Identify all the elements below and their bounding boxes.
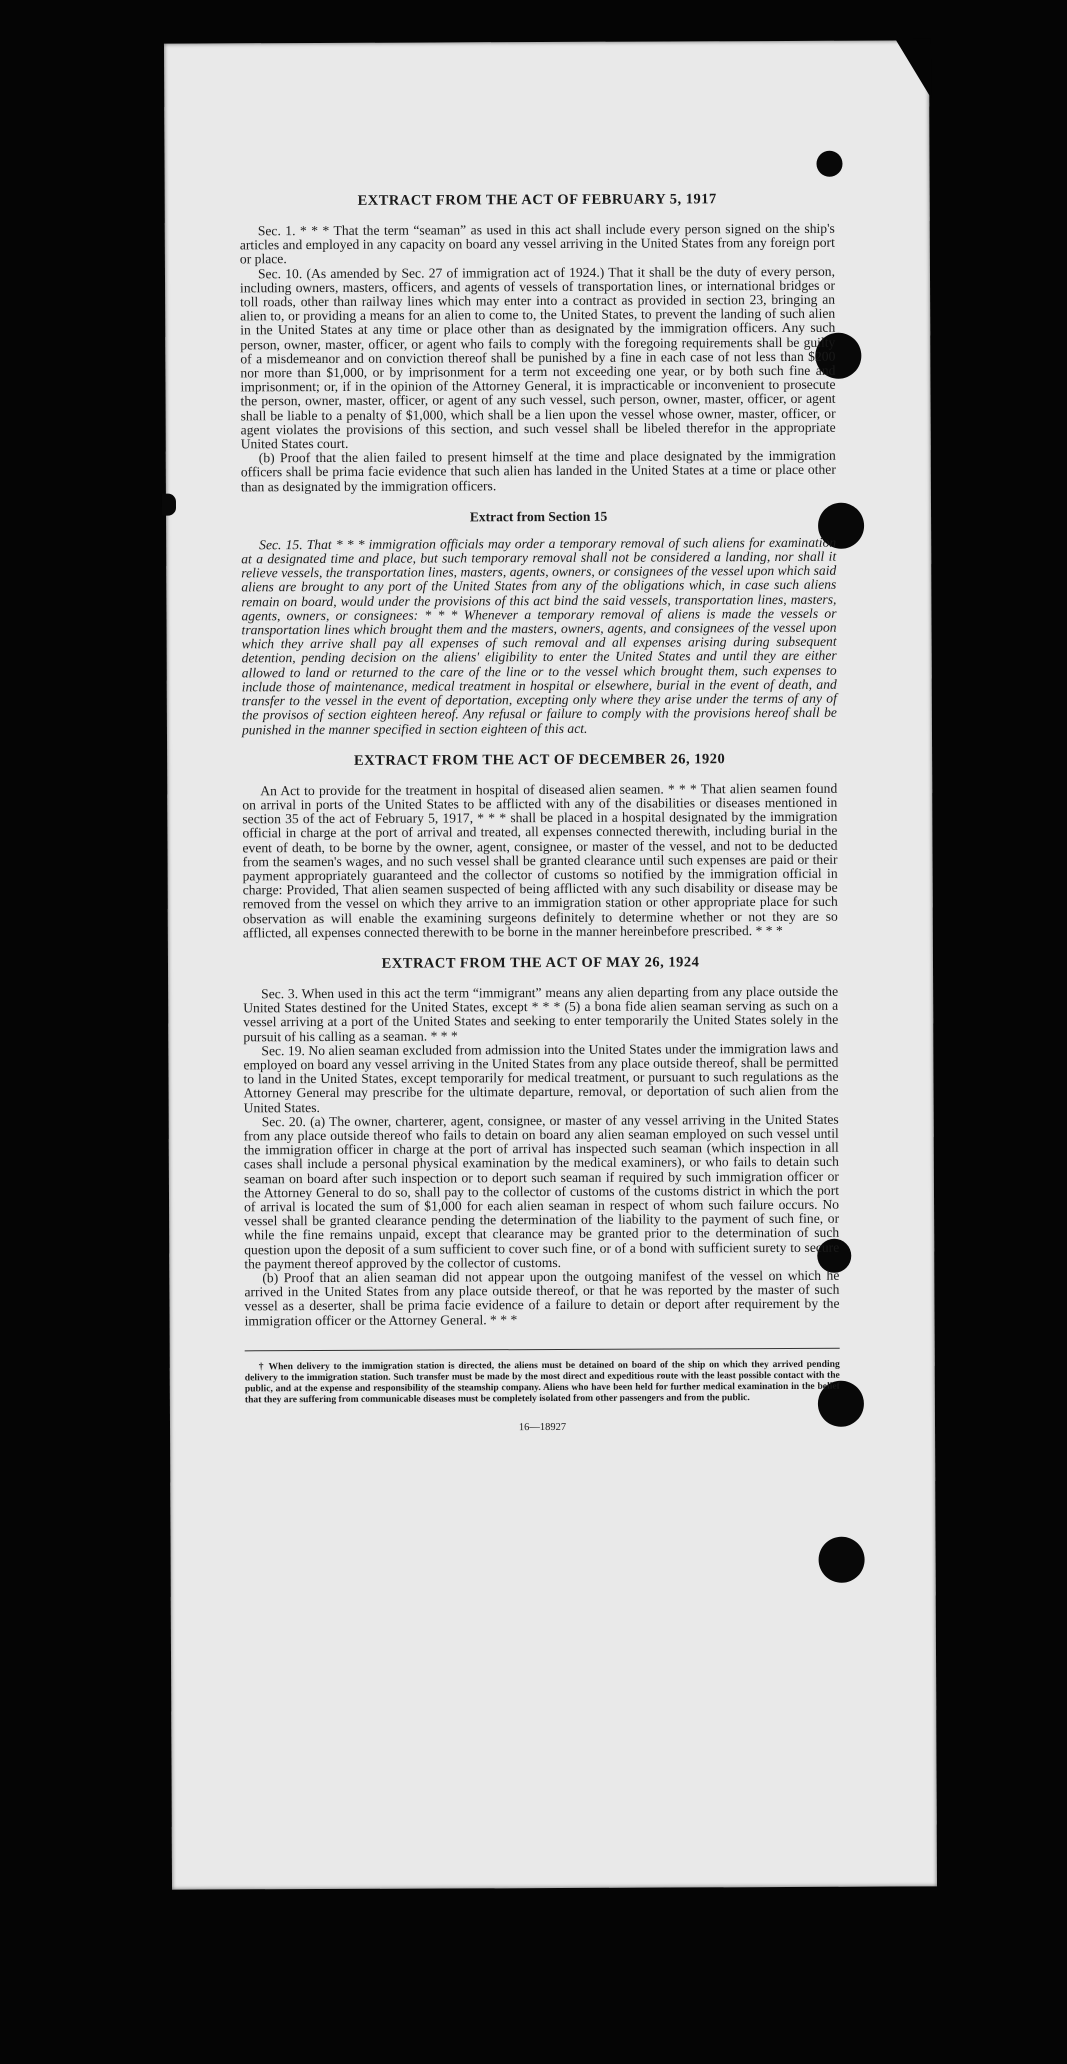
paragraph-sec-15: Sec. 15. That * * * immigration officials may order a temporary removal of such aliens for examination at a designated time and place, but such temporary removal shall not be considered a landing, nor shall it relieve vessels, the transportation lines, masters, agents, owners, or consignees of the vessel upon which said aliens are brought to any port of the United States from any of the obligations which, in case such aliens remain on board, would under the provisions of this act bind the said vessels, transportation lines, masters, agents, owners, or consignees: * * * Whenever a temporary removal of aliens is made the vessels or transportation lines which brought them and the masters, owners, agents, and consignees of the vessel upon which they arrive shall pay all expenses of such removal and all expenses arising during subsequent detention, pending decision on the aliens' eligibility to enter the United States and until they are either allowed to land or returned to the care of the line or to the vessel which brought them, such expenses to include those of maintenance, medical treatment in hospital or elsewhere, burial in the event of death, and transfer to the vessel in the event of deportation, excepting only where they arise under the terms of any of the provisos of section eighteen hereof. Any refusal or failure to comply with the provisions hereof shall be punished in the manner specified in section eighteen of this act. (241, 534, 837, 737)
footnote-divider (245, 1348, 840, 1352)
paragraph-sec-10b: (b) Proof that the alien failed to present himself at the time and place designated by the immigration officers shall be prima facie evidence that such alien has landed in the United States at a time or place other than as designated by the immigration officers. (240, 448, 836, 495)
document-body (240, 191, 840, 1434)
heading-act-1924: EXTRACT FROM THE ACT OF MAY 26, 1924 (381, 954, 700, 972)
paragraph-sec-10: Sec. 10. (As amended by Sec. 27 of immigration act of 1924.) That it shall be the duty of every person, including owners, masters, officers, and agents of vessels of transportation lines, or international bridges or toll roads, other than railway lines which may enter into a contract as provided in section 23, bringing an alien to, or providing a means for an alien to come to, the United States, to prevent the landing of such alien in the United States at any time or place other than as designated by the immigration officers. Any such person, owner, master, officer, or agent who fails to comply with the foregoing requirements shall be guilty of a misdemeanor and on conviction thereof shall be punished by a fine in each case of not less than $200 nor more than $1,000, or by imprisonment for a term not exceeding one year, or by both such fine and imprisonment; or, if in the opinion of the Attorney General, it is impracticable or inconvenient to prosecute the person, owner, master, officer, or agent of any such vessel, such person, owner, master, officer, or agent shall be liable to a penalty of $1,000, which shall be a lien upon the vessel whose owner, master, officer, or agent violates the provisions of this section, and such vessel shall be libeled therefor in the appropriate United States court. (240, 263, 836, 452)
paragraph-sec-1: Sec. 1. * * * That the term “seaman” as used in this act shall include every person signed on the ship's articles and employed in any capacity on board any vessel arriving in the United States from any foreign port or place. (239, 220, 835, 267)
paragraph-sec-19: Sec. 19. No alien seaman excluded from admission into the United States under the immigration laws and employed on board any vessel arriving in the United States from any place outside thereof, shall be permitted to land in the United States, except temporarily for medical treatment, or pursuant to such regulations as the Attorney General may prescribe for the ultimate departure, removal, or deportation of such alien from the United States. (243, 1040, 839, 1115)
paragraph-sec-20b: (b) Proof that an alien seaman did not appear upon the outgoing manifest of the vessel on which he arrived in the United States from any place outside thereof, or that he was reported by the master of such vessel as a deserter, shall be prima facie evidence of a failure to detain or deport after requirement by the immigration officer or the Attorney General. * * * (244, 1267, 840, 1328)
punch-hole (818, 1537, 864, 1583)
paragraph-sec-3: Sec. 3. When used in this act the term “immigrant” means any alien departing from any place outside the United States destined for the United States, except * * * (5) a bona fide alien seaman serving as such on a vessel arriving at a port of the United States and seeking to enter temporarily the United States solely in the pursuit of his calling as a seaman. * * * (243, 983, 839, 1044)
document-page (164, 40, 937, 1889)
punch-hole (816, 151, 842, 177)
paragraph-act-1920: An Act to provide for the treatment in hospital of diseased alien seamen. * * * That alien seamen found on arrival in ports of the United States to be afflicted with any of the disabilities or diseases mentioned in section 35 of the act of February 5, 1917, * * * shall be placed in a hospital designated by the immigration official in charge at the port of arrival and treated, all expenses connected therewith, including burial in the event of death, to be borne by the owner, agent, consignee, or master of the vessel, and not to be deducted from the seamen's wages, and no such vessel shall be granted clearance until such expenses are paid or their payment appropriately guaranteed and the collector of customs so notified by the immigration official in charge: Provided, That alien seamen suspected of being afflicted with any such disability or disease may be removed from the vessel on which they arrive to an immigration station or other appropriate place for such observation as will enable the examining surgeons definitely to determine whether or not they are so afflicted, all expenses connected therewith to be borne in the manner hereinbefore prescribed. * * * (242, 780, 838, 941)
heading-act-1920: EXTRACT FROM THE ACT OF DECEMBER 26, 1920 (353, 750, 726, 769)
paragraph-sec-20a: Sec. 20. (a) The owner, charterer, agent, consignee, or master of any vessel arriving in the United States from any place outside thereof who fails to detain on board any alien seaman employed on such vessel until the immigration officer in charge at the port of arrival has inspected such seaman (which inspection in all cases shall include a personal physical examination by the medical examiners), or who fails to detain such seaman on board after such inspection or to deport such seaman if required by such immigration officer or the Attorney General to do so, shall pay to the collector of customs of the customs district in which the port of arrival is located the sum of $1,000 for each alien seaman in respect of whom such failure occurs. No vessel shall be granted clearance pending the determination of the liability to the payment of such fine, or while the fine remains unpaid, except that clearance may be granted prior to the determination of such question upon the deposit of a sum sufficient to cover such fine, or of a bond with sufficient surety to secure the payment thereof approved by the collector of customs. (243, 1111, 840, 1272)
torn-corner (895, 38, 931, 98)
edge-tear (162, 494, 176, 516)
heading-section-15: Extract from Section 15 (469, 508, 608, 525)
heading-act-1917: EXTRACT FROM THE ACT OF FEBRUARY 5, 1917 (357, 191, 717, 209)
footnote: † When delivery to the immigration station is directed, the aliens must be detained on board of the ship on which they arrived pending delivery to the immigration station. Such transfer must be made by the most direct and expeditious route with the least possible contact with the public, and at the expense and responsibility of the steamship company. Aliens who have been held for further medical examination in the belief that they are suffering from communicable diseases must be completely isolated from other passengers and from the public. (244, 1358, 840, 1406)
page-number: 16—18927 (518, 1421, 567, 1433)
